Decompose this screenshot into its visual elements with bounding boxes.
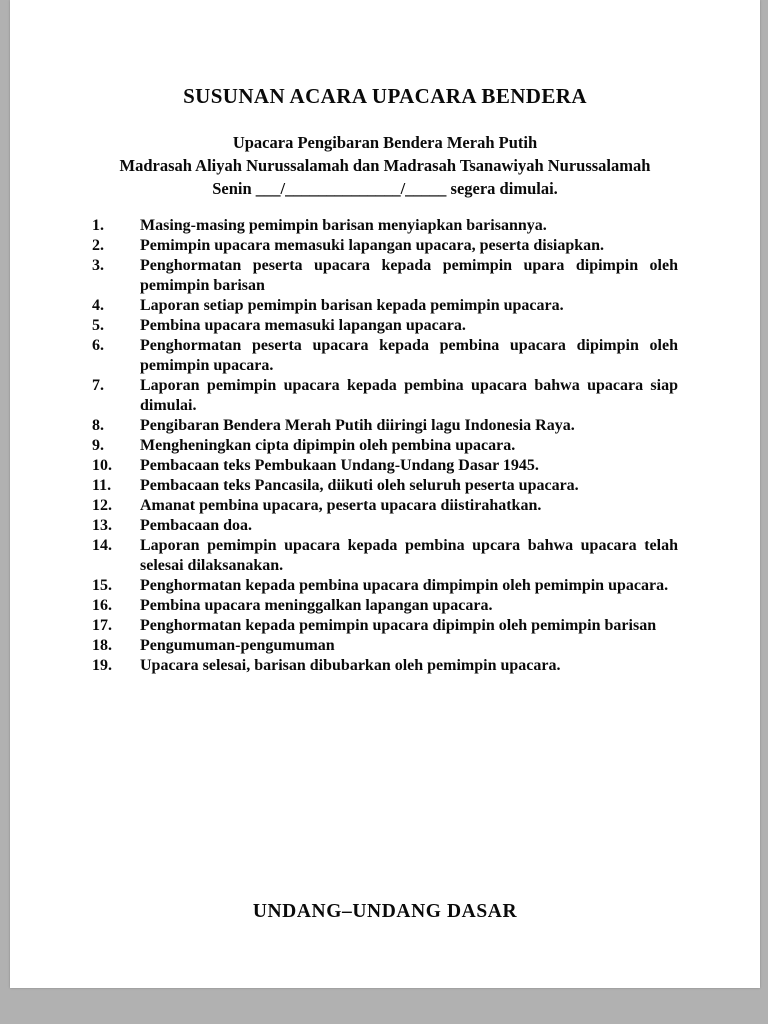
list-item-text: Pembina upacara memasuki lapangan upacara. — [140, 317, 466, 334]
list-item-number: 12. — [92, 497, 112, 514]
list-item-text: Pengumuman-pengumuman — [140, 637, 335, 654]
list-item — [92, 576, 678, 596]
list-item-text: Laporan setiap pemimpin barisan kepada pemimpin upacara. — [140, 297, 564, 314]
footer-title: UNDANG–UNDANG DASAR — [252, 901, 518, 922]
list-item-text: Pengibaran Bendera Merah Putih diiringi lagu Indonesia Raya. — [140, 417, 575, 434]
list-item-text: Pemimpin upacara memasuki lapangan upacara, peserta disiapkan. — [140, 237, 605, 254]
list-item-number: 15. — [92, 577, 112, 594]
list-item-text: Masing-masing pemimpin barisan menyiapkan barisannya. — [140, 217, 547, 234]
list-item-text: Penghormatan kepada pemimpin upacara dipimpin oleh pemimpin barisan — [140, 617, 657, 634]
list-item-text: Amanat pembina upacara, peserta upacara diistirahatkan. — [140, 497, 542, 514]
list-item — [92, 496, 678, 516]
list-item — [92, 596, 678, 616]
list-item — [92, 436, 678, 456]
list-item — [92, 536, 678, 576]
list-item-text: Mengheningkan cipta dipimpin oleh pembina upacara. — [140, 437, 516, 454]
subtitle-line-1: Upacara Pengibaran Bendera Merah Putih — [232, 133, 538, 152]
list-item — [92, 456, 678, 476]
list-item-number: 3. — [92, 257, 104, 274]
document-title: SUSUNAN ACARA UPACARA BENDERA — [183, 84, 587, 108]
list-item-text: Pembacaan doa. — [140, 517, 252, 534]
list-item-number: 9. — [92, 437, 104, 454]
list-item — [92, 656, 678, 676]
list-item-number: 8. — [92, 417, 104, 434]
subtitle-line-3: Senin ___/______________/_____ segera dimulai. — [212, 179, 558, 198]
list-item-number: 10. — [92, 457, 112, 474]
list-item-number: 16. — [92, 597, 112, 614]
list-item-number: 11. — [92, 477, 112, 494]
list-item — [92, 216, 678, 236]
list-item-text: Penghormatan kepada pembina upacara dimpimpin oleh pemimpin upacara. — [140, 577, 669, 594]
list-item-text: Penghormatan peserta upacara kepada pembina upacara dipimpin oleh pemimpin upacara. — [140, 337, 678, 374]
list-item-text: Pembacaan teks Pembukaan Undang-Undang Dasar 1945. — [140, 457, 539, 474]
list-item-number: 17. — [92, 617, 112, 634]
list-item — [92, 636, 678, 656]
list-item-number: 7. — [92, 377, 104, 394]
list-item-text: Pembina upacara meninggalkan lapangan upacara. — [140, 597, 493, 614]
list-item — [92, 416, 678, 436]
list-item — [92, 336, 678, 376]
list-item-text: Pembacaan teks Pancasila, diikuti oleh seluruh peserta upacara. — [140, 477, 579, 494]
list-item — [92, 256, 678, 296]
list-item — [92, 236, 678, 256]
list-item — [92, 376, 678, 416]
list-item-number: 4. — [92, 297, 104, 314]
list-item — [92, 516, 678, 536]
list-item-text: Laporan pemimpin upacara kepada pembina upcara bahwa upacara telah selesai dilaksanakan. — [140, 537, 678, 574]
list-item — [92, 616, 678, 636]
list-item-number: 19. — [92, 657, 112, 674]
list-item-text: Upacara selesai, barisan dibubarkan oleh pemimpin upacara. — [140, 657, 561, 674]
agenda-list — [10, 216, 760, 676]
list-item — [92, 316, 678, 336]
document-page — [10, 0, 760, 988]
list-item — [92, 476, 678, 496]
list-item-text: Laporan pemimpin upacara kepada pembina upacara bahwa upacara siap dimulai. — [140, 377, 678, 414]
list-item-number: 2. — [92, 237, 104, 254]
list-item-text: Penghormatan peserta upacara kepada pemimpin upara dipimpin oleh pemimpin barisan — [140, 257, 678, 294]
list-item-number: 1. — [92, 217, 104, 234]
list-item-number: 14. — [92, 537, 112, 554]
list-item — [92, 296, 678, 316]
list-item-number: 13. — [92, 517, 112, 534]
list-item-number: 5. — [92, 317, 104, 334]
list-item-number: 6. — [92, 337, 104, 354]
list-item-number: 18. — [92, 637, 112, 654]
subtitle-line-2: Madrasah Aliyah Nurussalamah dan Madrasah Tsanawiyah Nurussalamah — [119, 156, 651, 175]
document-subtitle — [10, 131, 760, 200]
